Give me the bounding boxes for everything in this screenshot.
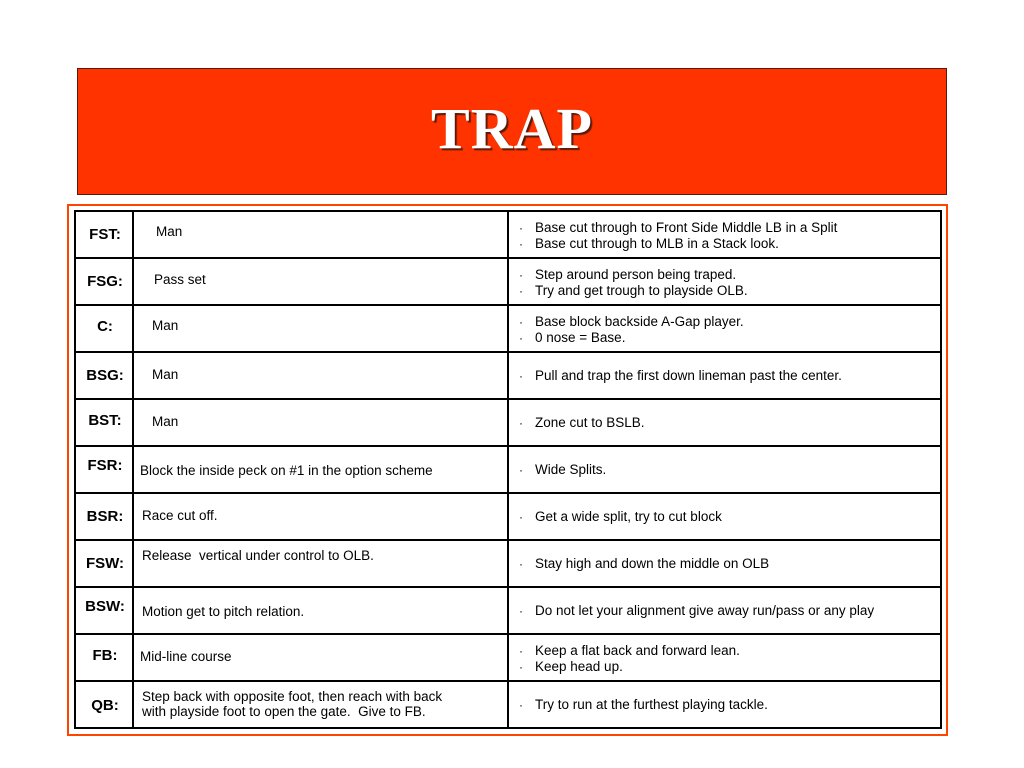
note-line (519, 462, 606, 478)
notes-cell (509, 400, 940, 445)
bullet-icon: · (519, 644, 523, 658)
assignment-cell (134, 635, 509, 680)
note-line (519, 415, 645, 431)
note-line (519, 236, 837, 252)
bullet-icon: · (519, 221, 523, 235)
bullet-icon: · (519, 660, 523, 674)
note-text: Stay high and down the middle on OLB (535, 556, 770, 571)
note-text: Base block backside A-Gap player. (535, 314, 744, 329)
bullet-icon: · (519, 557, 523, 571)
assignment-text: Pass set (154, 272, 206, 287)
note-line (519, 697, 768, 713)
table-row (76, 306, 940, 353)
assignment-text: Man (152, 367, 179, 382)
note-text: Step around person being traped. (535, 267, 737, 282)
note-line (519, 267, 748, 283)
table-row (76, 635, 940, 682)
note-text: Zone cut to BSLB. (535, 415, 645, 430)
assignment-cell (134, 353, 509, 398)
position-cell (76, 212, 134, 257)
notes-cell (509, 494, 940, 539)
assignment-text: Mid-line course (140, 649, 232, 664)
note-line (519, 603, 874, 619)
note-text: Keep a flat back and forward lean. (535, 643, 740, 658)
bullet-icon: · (519, 698, 523, 712)
note-line (519, 509, 722, 525)
assignment-text: Man (152, 318, 179, 333)
assignment-cell (134, 494, 509, 539)
assignment-text: Step back with opposite foot, then reach with back with playside foot to open the gate. Give to FB. (142, 689, 443, 719)
notes-cell (509, 212, 940, 257)
assignment-cell (134, 588, 509, 633)
position-label: FSR: (87, 457, 123, 474)
notes-cell (509, 588, 940, 633)
assignment-text: Motion get to pitch relation. (142, 604, 305, 619)
bullet-icon: · (519, 331, 523, 345)
position-label: C: (97, 318, 113, 335)
bullet-icon: · (519, 463, 523, 477)
note-line (519, 659, 740, 675)
assignment-text: Release vertical under control to OLB. (142, 548, 374, 563)
position-label: BSG: (86, 367, 124, 384)
table-row (76, 353, 940, 400)
assignment-text: Man (152, 414, 179, 429)
note-text: Try to run at the furthest playing tackle. (535, 697, 768, 712)
note-line (519, 220, 837, 236)
note-text: Pull and trap the first down lineman past the center. (535, 368, 842, 383)
bullet-icon: · (519, 284, 523, 298)
position-cell (76, 259, 134, 304)
position-cell (76, 447, 134, 492)
table-row (76, 682, 940, 729)
table-row (76, 588, 940, 635)
position-cell (76, 353, 134, 398)
note-text: Get a wide split, try to cut block (535, 509, 722, 524)
note-text: 0 nose = Base. (535, 330, 626, 345)
note-line (519, 643, 740, 659)
assignment-cell (134, 541, 509, 586)
note-line (519, 556, 769, 572)
position-label: BSR: (86, 508, 124, 525)
assignment-cell (134, 447, 509, 492)
position-label: BST: (88, 412, 122, 429)
note-line (519, 368, 842, 384)
position-label: FSW: (85, 555, 125, 572)
position-label: FSG: (87, 273, 123, 290)
table-row (76, 259, 940, 306)
note-text: Keep head up. (535, 659, 623, 674)
assignment-cell (134, 306, 509, 351)
assignment-cell (134, 212, 509, 257)
note-text: Base cut through to Front Side Middle LB in a Split (535, 220, 838, 235)
notes-cell (509, 541, 940, 586)
assignment-table (74, 210, 942, 729)
bullet-icon: · (519, 369, 523, 383)
notes-cell (509, 447, 940, 492)
table-row (76, 212, 940, 259)
table-row (76, 494, 940, 541)
assignment-cell (134, 259, 509, 304)
position-label: QB: (91, 697, 119, 714)
position-label: FB: (92, 647, 118, 664)
note-line (519, 330, 744, 346)
note-text: Base cut through to MLB in a Stack look. (535, 236, 779, 251)
assignment-text: Man (156, 224, 183, 239)
bullet-icon: · (519, 268, 523, 282)
bullet-icon: · (519, 315, 523, 329)
position-cell (76, 541, 134, 586)
table-row (76, 447, 940, 494)
position-label: BSW: (85, 598, 125, 615)
notes-cell (509, 635, 940, 680)
slide-title: TRAP (431, 96, 593, 161)
note-text: Try and get trough to playside OLB. (535, 283, 748, 298)
notes-cell (509, 682, 940, 727)
table-row (76, 541, 940, 588)
notes-cell (509, 306, 940, 351)
notes-cell (509, 259, 940, 304)
position-cell (76, 635, 134, 680)
position-cell (76, 400, 134, 445)
bullet-icon: · (519, 416, 523, 430)
bullet-icon: · (519, 237, 523, 251)
bullet-icon: · (519, 510, 523, 524)
position-cell (76, 306, 134, 351)
assignment-text: Race cut off. (142, 508, 218, 523)
note-line (519, 283, 748, 299)
assignment-cell (134, 400, 509, 445)
position-cell (76, 588, 134, 633)
note-line (519, 314, 744, 330)
notes-cell (509, 353, 940, 398)
note-text: Do not let your alignment give away run/pass or any play (535, 603, 875, 618)
position-cell (76, 494, 134, 539)
note-text: Wide Splits. (535, 462, 607, 477)
bullet-icon: · (519, 604, 523, 618)
title-banner (77, 68, 947, 195)
assignment-text: Block the inside peck on #1 in the option scheme (140, 463, 433, 478)
position-cell (76, 682, 134, 727)
assignment-cell (134, 682, 509, 727)
position-label: FST: (89, 226, 121, 243)
table-row (76, 400, 940, 447)
